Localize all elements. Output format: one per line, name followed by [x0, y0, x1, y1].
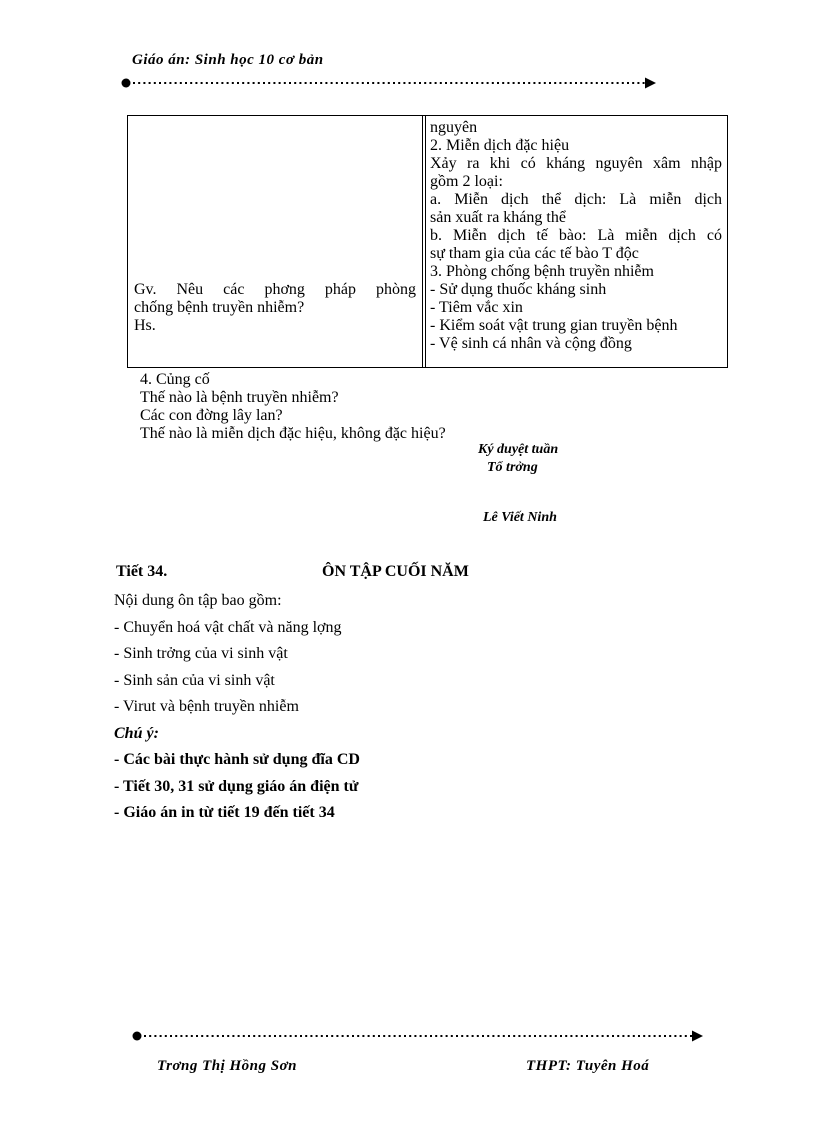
- consolidation-question: Thế nào là bệnh truyền nhiễm?: [140, 389, 339, 406]
- lesson-table: [127, 115, 728, 368]
- note-item: - Tiết 30, 31 sử dụng giáo án điện tử: [114, 777, 359, 795]
- footer-school: THPT: Tuyên Hoá: [526, 1058, 650, 1074]
- note-item: - Các bài thực hành sử dụng đĩa CD: [114, 751, 360, 768]
- review-item: - Virut và bệnh truyền nhiễm: [114, 698, 299, 715]
- table-right-line: sự tham gia của các tế bào T độc: [430, 245, 639, 262]
- review-intro: Nội dung ôn tập bao gồm:: [114, 592, 282, 609]
- footer-rule: [132, 1029, 704, 1043]
- table-right-line: 2. Miễn dịch đặc hiệu: [430, 137, 570, 154]
- consolidation-question: Thế nào là miễn dịch đặc hiệu, không đặc hiệu?: [140, 425, 446, 442]
- review-item: - Sinh sản của vi sinh vật: [114, 671, 275, 689]
- group-leader-label: Tổ trởng: [487, 460, 538, 475]
- approval-label: Ký duyệt tuần: [478, 442, 559, 457]
- signer-name: Lê Viết Ninh: [483, 510, 557, 525]
- table-left-cell: [134, 281, 416, 335]
- lesson-number: Tiết 34.: [116, 563, 168, 580]
- note-item: - Giáo án in từ tiết 19 đến tiết 34: [114, 804, 335, 821]
- table-right-line: - Kiểm soát vật trung gian truyền bệnh: [430, 317, 678, 334]
- header-rule: [121, 76, 657, 90]
- review-item: - Chuyển hoá vật chất và năng lợng: [114, 618, 342, 636]
- table-right-line: - Tiêm vắc xin: [430, 299, 523, 316]
- consolidation-section: [140, 371, 446, 443]
- table-right-line: gồm 2 loại:: [430, 173, 503, 190]
- table-right-line: sản xuất ra kháng thể: [430, 209, 566, 226]
- note-title: Chú ý:: [114, 724, 159, 742]
- table-left-line: Hs.: [134, 317, 156, 334]
- table-right-cell: [430, 119, 722, 353]
- table-right-line: b. Miễn dịch tế bào: Là miễn dịch có: [430, 227, 722, 244]
- table-left-line: Gv. Nêu các phơng pháp phòng: [134, 281, 416, 298]
- lesson-title: ÔN TẬP CUỐI NĂM: [322, 563, 469, 580]
- table-right-line: Xảy ra khi có kháng nguyên xâm nhập: [430, 155, 722, 172]
- table-right-line: 3. Phòng chống bệnh truyền nhiễm: [430, 263, 654, 280]
- table-right-line: a. Miễn dịch thể dịch: Là miễn dịch: [430, 191, 722, 208]
- footer-author: Trơng Thị Hồng Sơn: [157, 1058, 298, 1074]
- table-left-line: chống bệnh truyền nhiễm?: [134, 299, 305, 316]
- consolidation-question: Các con đờng lây lan?: [140, 407, 283, 424]
- header-title: Giáo án: Sinh học 10 cơ bản: [132, 52, 324, 68]
- table-right-line: - Sử dụng thuốc kháng sinh: [430, 281, 607, 298]
- review-content: [114, 588, 360, 827]
- table-right-line: nguyên: [430, 119, 478, 136]
- review-item: - Sinh trởng của vi sinh vật: [114, 645, 288, 662]
- consolidation-heading: 4. Củng cố: [140, 371, 210, 388]
- table-right-line: - Vệ sinh cá nhân và cộng đồng: [430, 335, 632, 352]
